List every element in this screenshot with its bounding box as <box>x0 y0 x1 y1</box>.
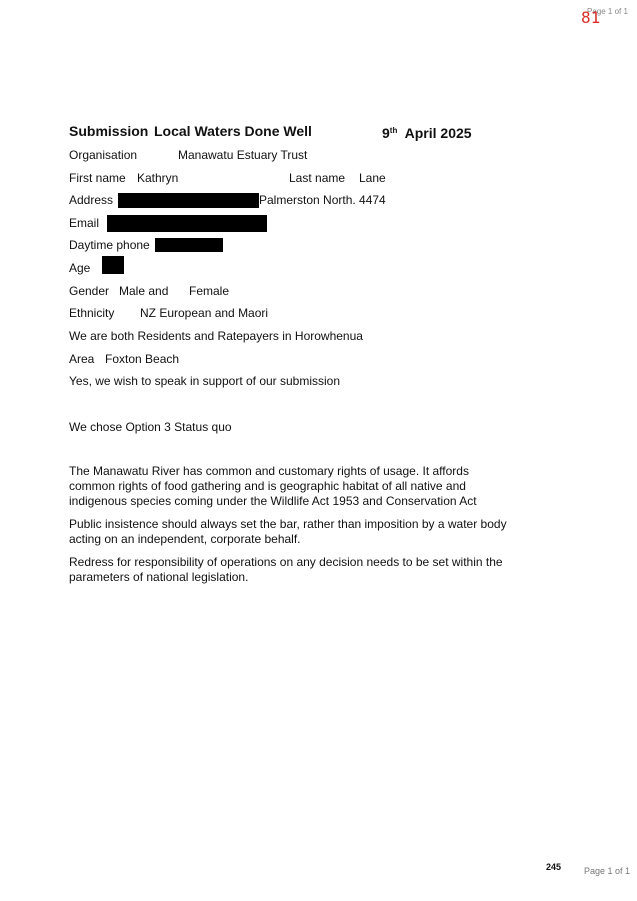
first-name-label: First name <box>69 171 126 185</box>
page-number: 245 <box>546 862 562 872</box>
date-month-year: April 2025 <box>404 125 472 141</box>
organisation-value: Manawatu Estuary Trust <box>178 148 308 162</box>
body-paragraph-3: Redress for responsibility of operations on any decision needs to be set within the parameters of national legislation. <box>69 555 503 584</box>
residents-line: We are both Residents and Ratepayers in Horowhenua <box>69 329 363 343</box>
area-value: Foxton Beach <box>105 352 180 366</box>
first-name-value: Kathryn <box>137 171 179 185</box>
gender-label: Gender <box>69 284 110 298</box>
last-name-value: Lane <box>359 171 386 185</box>
age-label: Age <box>69 261 91 275</box>
page-of-header: Page 1 of 1 <box>587 7 628 16</box>
organisation-label: Organisation <box>69 148 138 162</box>
submission-label: Submission <box>69 123 149 139</box>
speak-line: Yes, we wish to speak in support of our submission <box>69 374 341 388</box>
last-name-label: Last name <box>289 171 346 185</box>
ethnicity-value: NZ European and Maori <box>140 306 269 320</box>
date-day: 9 <box>382 125 390 141</box>
body-paragraph-2: Public insistence should always set the bar, rather than imposition by a water body acting on an independent, corporate behalf. <box>69 517 507 546</box>
ethnicity-label: Ethnicity <box>69 306 115 320</box>
phone-label: Daytime phone <box>69 238 150 252</box>
area-label: Area <box>69 352 95 366</box>
phone-redaction <box>155 238 223 252</box>
submission-date <box>382 123 472 141</box>
document-stamp-number: 81 <box>581 8 601 27</box>
age-redaction <box>102 256 124 274</box>
gender-value-2: Female <box>189 284 230 298</box>
date-suffix: th <box>389 126 398 135</box>
email-redaction <box>107 215 267 232</box>
page-of-footer: Page 1 of 1 <box>584 866 631 876</box>
address-label: Address <box>69 193 114 207</box>
option-line: We chose Option 3 Status quo <box>69 420 232 434</box>
submission-title: Local Waters Done Well <box>154 123 312 139</box>
address-value: Palmerston North. 4474 <box>259 193 386 207</box>
email-label: Email <box>69 216 100 230</box>
gender-value: Male and <box>119 284 169 298</box>
body-paragraph-1: The Manawatu River has common and customary rights of usage. It affords common rights of food gathering and is geographic habitat of all native and indigenous species coming under the Wildlife Act 1953 and Conservation Act <box>69 464 477 508</box>
address-redaction <box>118 193 259 208</box>
